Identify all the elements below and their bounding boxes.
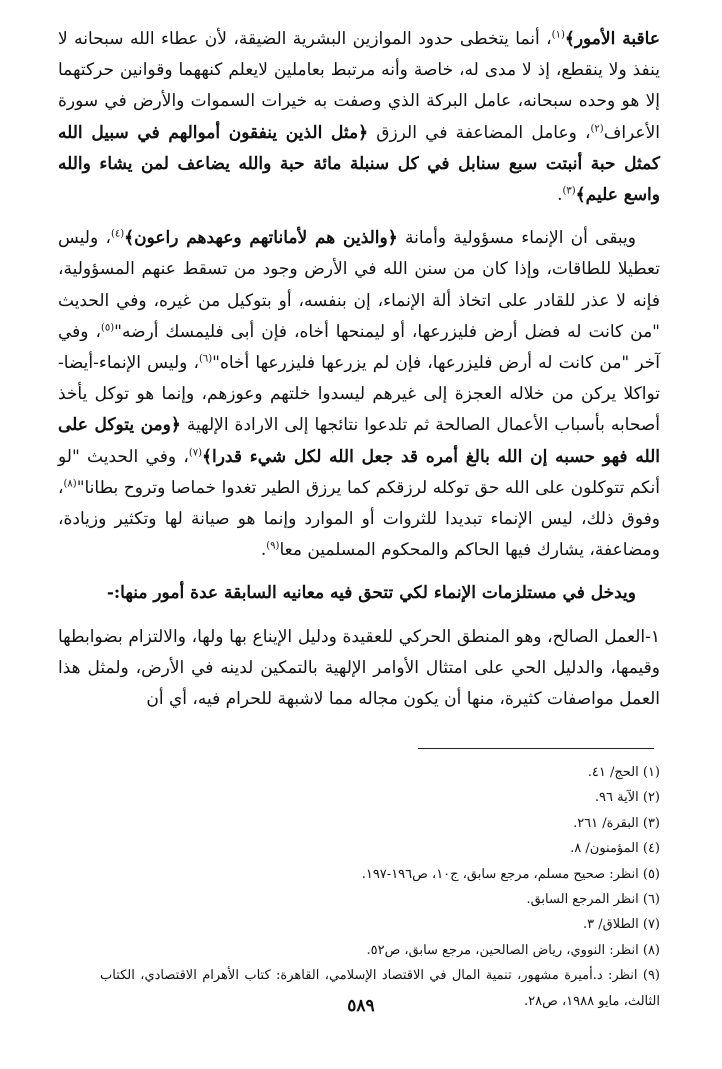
footnote-marker: (٤) — [110, 228, 125, 240]
paragraph-3 — [58, 578, 660, 609]
paragraph-1 — [58, 24, 660, 211]
paragraph-4 — [58, 622, 660, 716]
text-run: ، وفي الحديث "لو أنكم تتوكلون على الله حق توكله لرزقكم كما يرزق الطير تغدوا خماصا وتروح بطانا" — [58, 446, 660, 498]
main-text — [58, 24, 660, 715]
footnote-2: (٢) الآية ٩٦. — [594, 790, 660, 806]
text-run: . — [557, 185, 563, 206]
text-run: ، وعامل المضاعفة في الرزق — [368, 122, 591, 143]
footnote-7: (٧) الطلاق/ ٣. — [583, 917, 660, 933]
footnote-1: (١) الحج/ ٤١. — [587, 765, 660, 780]
text-run: ، وفوق ذلك، ليس الإنماء تبديدا للثروات أو الموارد وإنما هو صيانة لها وتكثير وزيادة، ومضاعفة، يشارك فيها الحاكم والمحكوم المسلمين معا — [58, 477, 660, 561]
paragraph-2 — [58, 223, 660, 566]
footnote-marker: (٧) — [188, 446, 203, 458]
footnote-marker: (٢) — [590, 122, 604, 134]
text-run: . — [260, 540, 267, 561]
emphasized-text: ﴿ومن يتوكل على الله فهو حسبه إن الله بالغ أمره قد جعل الله لكل شيء قدرا﴾ — [58, 415, 660, 467]
text-run: ، وفي آخر "من كانت له أرض فليزرعها، فإن لم يزرعها فليزرعها أخاه" — [58, 321, 660, 374]
text-run: ، أنما يتخطى حدود الموازين البشرية الضيقة، لأن عطاء الله سبحانه لا ينفذ ولا ينقطع، إذ لا مدى له، خاصة وأنه مرتبط بعاملين لايعلم كنههما وقوانين حركتهما إلا هو وحده سبحانه، عامل البركة الذي وصفت به خيرات السموات والأرض في سورة الأعراف — [58, 29, 660, 143]
footnote-marker: (٦) — [198, 353, 213, 365]
emphasized-text: عاقبة الأمور﴾ — [564, 29, 660, 49]
text-run: ، وليس تعطيلا للطاقات، وإذا كان من سنن الله في الأرض وجود من تسقط عنهم المسؤولية، فإنه لا عذر للقادر على اتخاذ ألة الإنماء، إن بنفسه، أو بتوكيل من غيره، وفي الحديث "من كانت له فضل أرض فليزرعها، أو ليمنحها أخاه، فإن أبى فليمسك أرضه" — [58, 228, 660, 342]
footnote-8: (٨) انظر: النووي، رياض الصالحين، مرجع سابق، ص٥٢. — [366, 942, 660, 958]
footnote-marker: (٣) — [562, 185, 576, 197]
footnote-9: (٩) انظر: د.أميرة مشهور، تنمية المال في الاقتصاد الإسلامي، القاهرة: كتاب الأهرام الاقتصادي، الكتاب الثالث، مايو ١٩٨٨، ص٢٨. — [100, 968, 660, 1009]
footnotes-list — [100, 760, 660, 1014]
footnote-marker: (٩) — [266, 540, 280, 552]
footnote-5: (٥) انظر: صحيح مسلم، مرجع سابق، ج١٠، ص١٩٦-١٩٧. — [361, 866, 660, 882]
emphasized-text: ﴿مثل الذين ينفقون أموالهم في سبيل الله كمثل حبة أنبتت سبع سنابل في كل سنبلة مائة حبة والله يضاعف لمن يشاء والله واسع عليم﴾ — [58, 122, 660, 206]
footnote-divider — [418, 748, 654, 749]
footnote-marker: (٨) — [63, 478, 77, 490]
text-run: ، وليس الإنماء-أيضا-تواكلا يركن من خلاله العجزة إلى غيرهم ليسدوا خلتهم وعوزهم، وإنما هو توكل يأخذ أصحابه بأسباب الأعمال الصالحة ثم تلدعوا نتائجها إلى الارادة الإلهية — [58, 353, 660, 436]
text-run: ١-العمل الصالح، وهو المنطق الحركي للعقيدة ودليل الإيناع بها ولها، والالتزام بضوابطها وقيمها، والدليل الحي على امتثال الأوامر الإلهية بالتمكين لدينه في الأرض، ولمثل هذا العمل مواصفات كثيرة، منها أن يكون مجاله مما لاشبهة للحرام فيه، أي أن — [58, 626, 660, 710]
footnote-4: (٤) المؤمنون/ ٨. — [570, 841, 660, 857]
footnote-6: (٦) انظر المرجع السابق. — [526, 892, 660, 908]
emphasized-text: ﴿والذين هم لأماناتهم وعهدهم راعون﴾ — [124, 228, 398, 249]
text-run: ويبقى أن الإنماء مسؤولية وأمانة — [397, 228, 636, 249]
footnote-marker: (١) — [551, 29, 565, 41]
page-number: ٥٨٩ — [347, 996, 375, 1016]
footnote-marker: (٥) — [100, 322, 115, 334]
footnote-3: (٣) البقرة/ ٢٦١. — [573, 815, 660, 831]
emphasized-text: ويدخل في مستلزمات الإنماء لكي تتحق فيه معانيه السابقة عدة أمور منها:- — [106, 583, 636, 604]
